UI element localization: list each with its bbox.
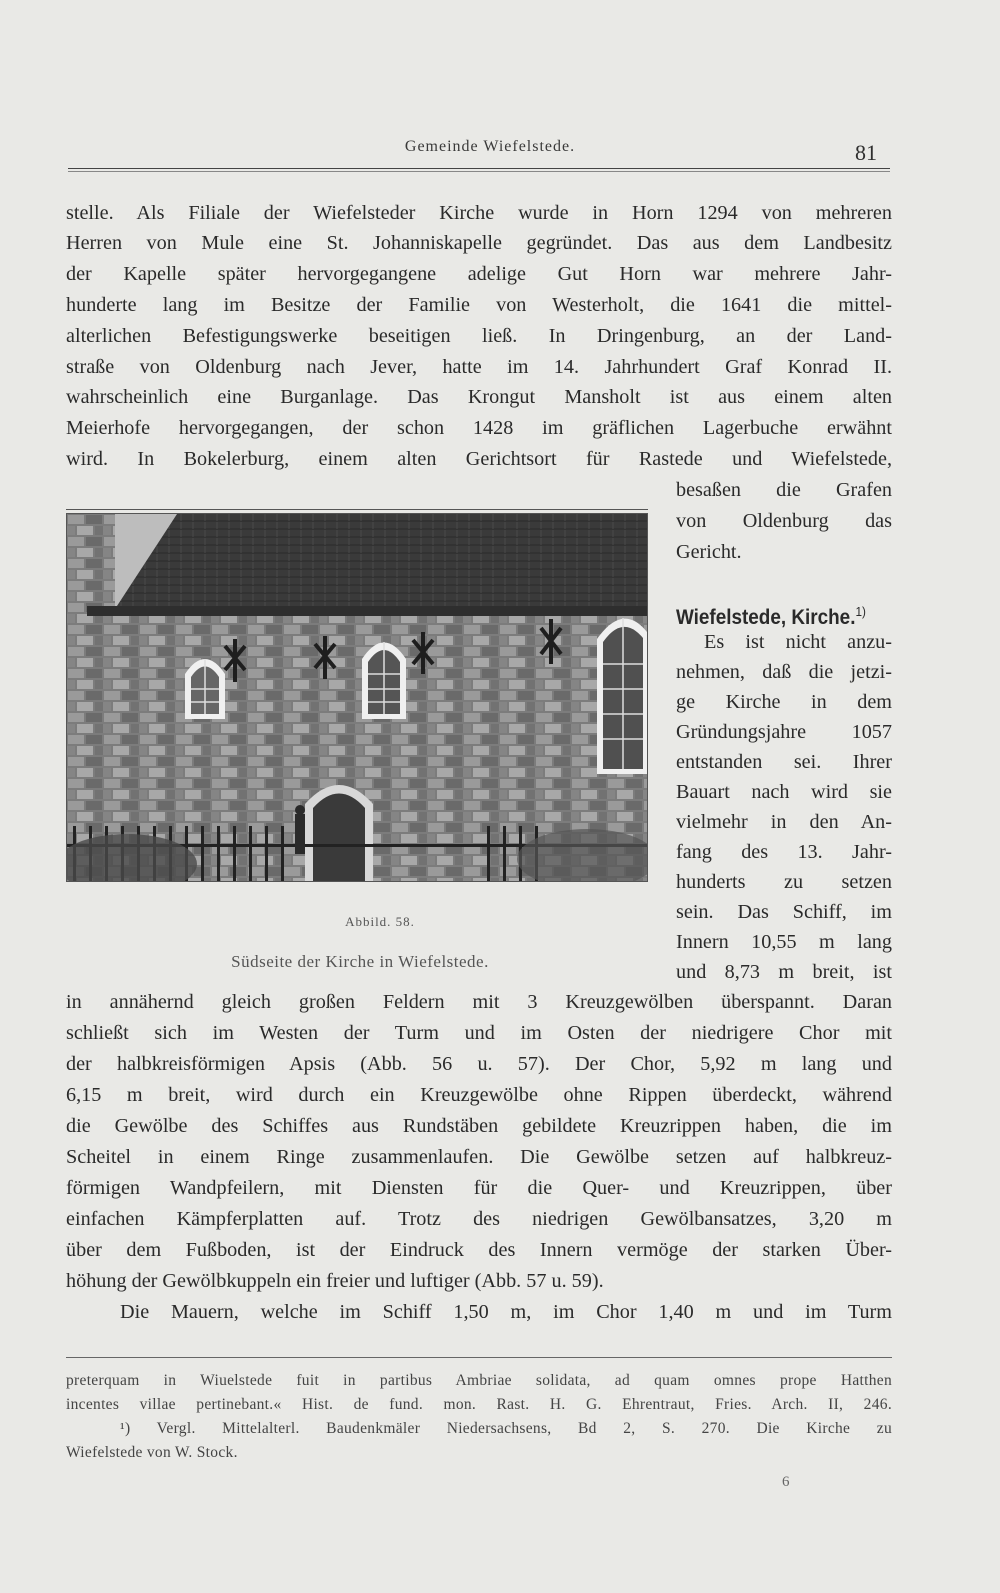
text-line: ge Kirche in dem bbox=[676, 691, 892, 713]
window bbox=[362, 642, 406, 719]
text-line: höhung der Gewölbkuppeln ein freier und luftiger (Abb. 57 u. 59). bbox=[66, 1270, 604, 1292]
text-line: die Gewölbe des Schiffes aus Rundstäben gebildete Kreuzrippen haben, die im bbox=[66, 1115, 892, 1137]
text-line: Es ist nicht anzu- bbox=[704, 631, 892, 653]
text-line: Meierhofe hervorgegangen, der schon 1428 im gräflichen Lagerbuche erwähnt bbox=[66, 417, 892, 439]
text-line: entstanden sei. Ihrer bbox=[676, 751, 892, 773]
text-line: Herren von Mule eine St. Johanniskapelle gegründet. Das aus dem Landbesitz bbox=[66, 232, 892, 254]
text-line: Bauart nach wird sie bbox=[676, 781, 892, 803]
text-line: einfachen Kämpferplatten auf. Trotz des niedrigen Gewölbansatzes, 3,20 m bbox=[66, 1208, 892, 1230]
window bbox=[597, 618, 647, 774]
running-title: Gemeinde Wiefelstede. bbox=[404, 138, 576, 155]
text-line: sein. Das Schiff, im bbox=[676, 901, 892, 923]
text-line: Innern 10,55 m lang bbox=[676, 931, 892, 953]
signature-mark: 6 bbox=[782, 1474, 790, 1490]
footnote-line: incentes villae pertinebant.« Hist. de fund. mon. Rast. H. G. Ehrentraut, Fries. Arch. II, 246. bbox=[66, 1396, 892, 1413]
text-line: besaßen die Grafen bbox=[676, 479, 892, 501]
text-line: straße von Oldenburg nach Jever, hatte im 14. Jahrhundert Graf Konrad II. bbox=[66, 356, 892, 378]
header-rule bbox=[68, 168, 890, 169]
text-line: und 8,73 m breit, ist bbox=[676, 961, 892, 983]
footnote-line: Wiefelstede von W. Stock. bbox=[66, 1444, 238, 1461]
window bbox=[185, 659, 225, 719]
church-photo bbox=[66, 513, 648, 882]
text-line: Die Mauern, welche im Schiff 1,50 m, im Chor 1,40 m und im Turm bbox=[120, 1301, 892, 1323]
footnote-rule bbox=[66, 1357, 892, 1358]
text-line: Gründungsjahre 1057 bbox=[676, 721, 892, 743]
figure-rule bbox=[66, 509, 648, 510]
text-line: hunderts zu setzen bbox=[676, 871, 892, 893]
text-line: schließt sich im Westen der Turm und im Osten der niedrigere Chor mit bbox=[66, 1022, 892, 1044]
text-line: 6,15 m breit, wird durch ein Kreuzgewölbe ohne Rippen überdeckt, während bbox=[66, 1084, 892, 1106]
text-line: Scheitel in einem Ringe zusammenlaufen. Die Gewölbe setzen auf halbkreuz- bbox=[66, 1146, 892, 1168]
header-rule-thin bbox=[68, 171, 890, 172]
text-line: nehmen, daß die jetzi- bbox=[676, 661, 892, 683]
text-line: vielmehr in den An- bbox=[676, 811, 892, 833]
page-number: 81 bbox=[855, 140, 877, 165]
text-line: der Kapelle später hervorgegangene adelige Gut Horn war mehrere Jahr- bbox=[66, 263, 892, 285]
text-line: hunderte lang im Besitze der Familie von Westerholt, die 1641 die mittel- bbox=[66, 294, 892, 316]
footnote-line: ¹) Vergl. Mittelalterl. Baudenkmäler Niedersachsens, Bd 2, S. 270. Die Kirche zu bbox=[120, 1420, 892, 1437]
text-line: wahrscheinlich eine Burganlage. Das Krongut Mansholt ist aus einem alten bbox=[66, 386, 892, 408]
footnote-line: preterquam in Wiuelstede fuit in partibus Ambriae solidata, ad quam omnes prope Hatthen bbox=[66, 1372, 892, 1389]
section-heading-text: Wiefelstede, Kirche. bbox=[676, 606, 856, 629]
figure-caption: Südseite der Kirche in Wiefelstede. bbox=[231, 952, 489, 971]
text-line: wird. In Bokelerburg, einem alten Gerichtsort für Rastede und Wiefelstede, bbox=[66, 448, 892, 470]
church-illustration bbox=[67, 514, 647, 881]
footnote-mark: 1) bbox=[855, 604, 866, 619]
text-line: von Oldenburg das bbox=[676, 510, 892, 532]
text-line: fang des 13. Jahr- bbox=[676, 841, 892, 863]
text-line: Gericht. bbox=[676, 541, 742, 563]
text-line: der halbkreisförmigen Apsis (Abb. 56 u. 57). Der Chor, 5,92 m lang und bbox=[66, 1053, 892, 1075]
text-line: in annähernd gleich großen Feldern mit 3 Kreuzgewölben überspannt. Daran bbox=[66, 991, 892, 1013]
text-line: über dem Fußboden, ist der Eindruck des Innern vermöge der starken Über- bbox=[66, 1239, 892, 1261]
text-line: stelle. Als Filiale der Wiefelsteder Kirche wurde in Horn 1294 von mehreren bbox=[66, 202, 892, 224]
text-line: alterlichen Befestigungswerke beseitigen ließ. In Dringenburg, an der Land- bbox=[66, 325, 892, 347]
figure-label: Abbild. 58. bbox=[345, 914, 415, 929]
text-line: förmigen Wandpfeilern, mit Diensten für die Quer- und Kreuzrippen, über bbox=[66, 1177, 892, 1199]
